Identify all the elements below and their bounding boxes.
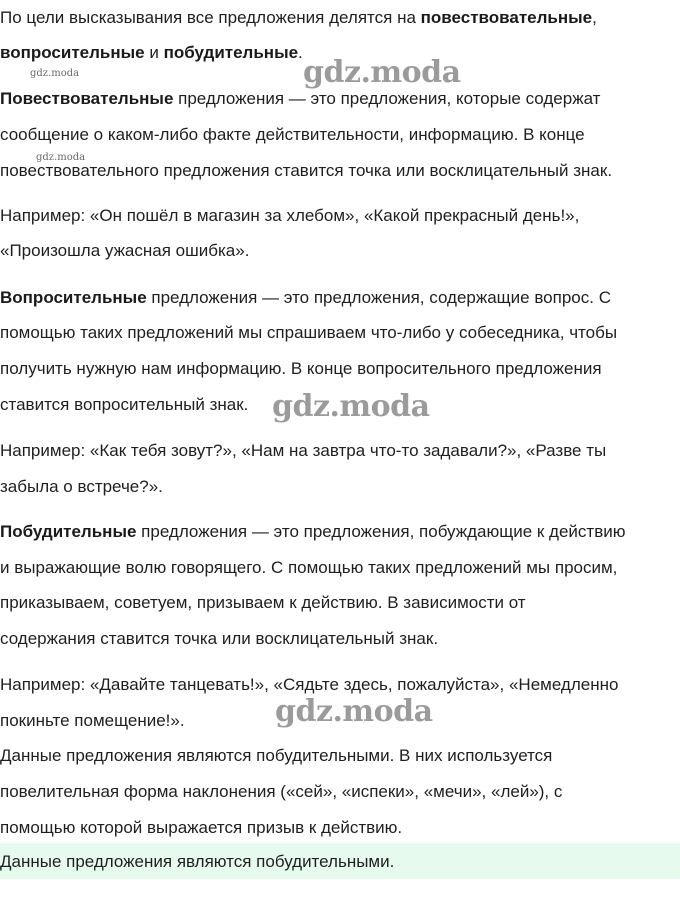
imperative-example-1: Например: «Давайте танцевать!», «Сядьте здесь, пожалуйста», «Немедленно [0, 675, 619, 694]
declarative-example-2: «Произошла ужасная ошибка». [0, 241, 250, 260]
declarative-example-1: Например: «Он пошёл в магазин за хлебом», «Какой прекрасный день!», [0, 206, 580, 225]
imperative-line-3: приказываем, советуем, призываем к действию. В зависимости от [0, 593, 526, 612]
punct: , [592, 8, 597, 27]
analysis-line-3: помощью которой выражается призыв к действию. [0, 818, 403, 837]
analysis-line-1: Данные предложения являются побудительными. В них используется [0, 746, 553, 765]
declarative-line-3: повествовательного предложения ставится точка или восклицательный знак. [0, 161, 613, 180]
interrogative-example-1: Например: «Как тебя зовут?», «Нам на завтра что-то задавали?», «Разве ты [0, 441, 607, 460]
intro-text: По цели высказывания все предложения делятся на [0, 8, 421, 27]
watermark-logo: gdz.moda [303, 55, 461, 90]
punct: . [298, 43, 303, 62]
declarative-line-1 [0, 88, 600, 110]
imperative-line-1 [0, 521, 626, 543]
imperative-line-2: и выражающие волю говорящего. С помощью таких предложений мы просим, [0, 558, 618, 577]
declarative-line-2: сообщение о каком-либо факте действительности, информацию. В конце [0, 125, 585, 144]
term-interrogative: вопросительные [0, 43, 145, 62]
interrogative-def: предложения — это предложения, содержащие вопрос. С [146, 288, 611, 307]
intro-line-1 [0, 7, 597, 29]
conj: и [144, 43, 164, 62]
term-imperative: побудительные [163, 43, 299, 62]
watermark-small: gdz.moda [30, 68, 80, 79]
analysis-line-2: повелительная форма наклонения («сей», «испеки», «мечи», «лей»), с [0, 782, 563, 801]
interrogative-term: Вопросительные [0, 288, 147, 307]
watermark-logo: gdz.moda [275, 694, 433, 729]
declarative-def: предложения — это предложения, которые содержат [173, 89, 601, 108]
term-declarative: повествовательные [420, 8, 593, 27]
watermark-small: gdz.moda [36, 152, 86, 163]
interrogative-example-2: забыла о встрече?». [0, 477, 163, 496]
answer-box [0, 843, 680, 879]
answer-text: Данные предложения являются побудительными. [0, 852, 395, 871]
declarative-term: Повествовательные [0, 89, 174, 108]
imperative-def: предложения — это предложения, побуждающие к действию [136, 522, 626, 541]
watermark-logo: gdz.moda [272, 389, 430, 424]
intro-line-2 [0, 42, 303, 64]
interrogative-line-1 [0, 287, 611, 309]
imperative-term: Побудительные [0, 522, 137, 541]
interrogative-line-4: ставится вопросительный знак. [0, 395, 249, 414]
imperative-example-2: покиньте помещение!». [0, 711, 185, 730]
imperative-line-4: содержания ставится точка или восклицательный знак. [0, 629, 439, 648]
interrogative-line-3: получить нужную нам информацию. В конце вопросительного предложения [0, 359, 602, 378]
interrogative-line-2: помощью таких предложений мы спрашиваем что-либо у собеседника, чтобы [0, 323, 618, 342]
